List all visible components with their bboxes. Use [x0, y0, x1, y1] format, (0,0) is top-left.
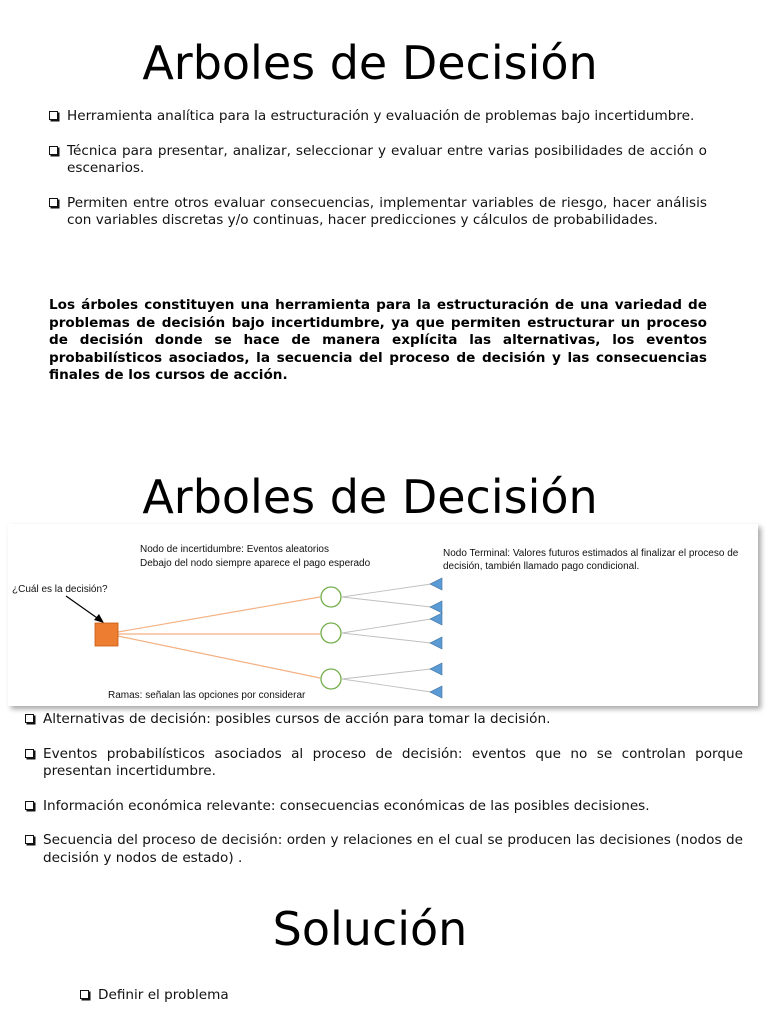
sub-branch-line [342, 669, 431, 679]
section2-bullet-list [25, 711, 743, 867]
sub-branch-line [342, 619, 431, 633]
checkbox-bullet-icon [49, 111, 58, 120]
uncertainty-label-2: Debajo del nodo siempre aparece el pago esperado [140, 558, 371, 569]
checkbox-bullet-icon [49, 198, 58, 207]
checkbox-bullet-icon [25, 714, 34, 723]
bullet-item [49, 143, 707, 178]
sub-branch-line [342, 679, 431, 692]
bullet-text: Secuencia del proceso de decisión: orden y relaciones en el cual se producen las decisiones (nodos de decisión y nodos de estado) . [43, 832, 743, 866]
checkbox-bullet-icon [25, 749, 34, 758]
section3-title: Solución [272, 902, 468, 956]
branches-label: Ramas: señalan las opciones por considerar [108, 690, 306, 701]
terminal-node [430, 686, 442, 698]
checkbox-bullet-icon [25, 801, 34, 810]
sub-branch-line [342, 584, 431, 597]
bullet-item [25, 832, 743, 867]
bullet-item [49, 108, 707, 126]
sub-branch-line [342, 597, 431, 607]
checkbox-bullet-icon [80, 990, 89, 999]
branch-line [118, 636, 320, 678]
question-label: ¿Cuál es la decisión? [12, 584, 108, 595]
checkbox-bullet-icon [25, 835, 34, 844]
sub-branch-group [342, 584, 431, 692]
chance-node [321, 623, 341, 643]
branch-line [118, 597, 320, 632]
chance-node [321, 587, 341, 607]
bullet-item [80, 987, 580, 1005]
section2-title: Arboles de Decisión [142, 470, 598, 524]
pointer-arrowhead [94, 614, 104, 623]
bullet-text: Definir el problema [98, 987, 229, 1003]
bullet-item [25, 711, 743, 729]
terminal-node [430, 637, 442, 649]
uncertainty-label-1: Nodo de incertidumbre: Eventos aleatorios [140, 544, 329, 555]
decision-tree-svg [8, 524, 758, 706]
section1-bullet-list [49, 108, 707, 230]
terminal-node [430, 578, 442, 590]
chance-node [321, 669, 341, 689]
bullet-text: Permiten entre otros evaluar consecuencias, implementar variables de riesgo, hacer análisis con variables discretas y/o continuas, hacer predicciones y cálculos de probabilidades. [67, 194, 707, 228]
sub-branch-line [342, 633, 431, 643]
bullet-text: Alternativas de decisión: posibles cursos de acción para tomar la decisión. [43, 711, 551, 727]
checkbox-bullet-icon [49, 146, 58, 155]
bullet-text: Herramienta analítica para la estructuración y evaluación de problemas bajo incertidumbre. [67, 108, 695, 124]
section3-bullet-list [80, 987, 580, 1005]
terminal-node [430, 601, 442, 613]
terminal-label-1: Nodo Terminal: Valores futuros estimados al finalizar el proceso de [443, 548, 739, 559]
bullet-text: Eventos probabilísticos asociados al proceso de decisión: eventos que no se controlan porque presentan incertidumbre. [43, 745, 743, 779]
section1-title: Arboles de Decisión [142, 36, 598, 90]
branch-group [118, 597, 320, 678]
terminal-label-2: decisión, también llamado pago condicional. [443, 561, 640, 572]
bullet-item [25, 798, 743, 816]
bullet-text: Técnica para presentar, analizar, seleccionar y evaluar entre varias posibilidades de acción o escenarios. [67, 142, 707, 176]
bullet-item [49, 195, 707, 230]
bullet-text: Información económica relevante: consecuencias económicas de las posibles decisiones. [43, 797, 650, 814]
bullet-item [25, 746, 743, 781]
terminal-node-group [430, 578, 442, 698]
summary-paragraph: Los árboles constituyen una herramienta para la estructuración de una variedad de problemas de decisión bajo incertidumbre, ya que permiten estructurar un proceso de decisión donde se hace de manera explícita las alternativas, los eventos probabilísticos asociados, la secuencia del proceso de decisión y las consecuencias finales de los cursos de acción. [49, 297, 707, 384]
terminal-node [430, 613, 442, 625]
pointer-arrow-line [66, 596, 100, 620]
terminal-node [430, 663, 442, 675]
decision-tree-diagram [8, 524, 758, 706]
decision-node [95, 623, 118, 646]
